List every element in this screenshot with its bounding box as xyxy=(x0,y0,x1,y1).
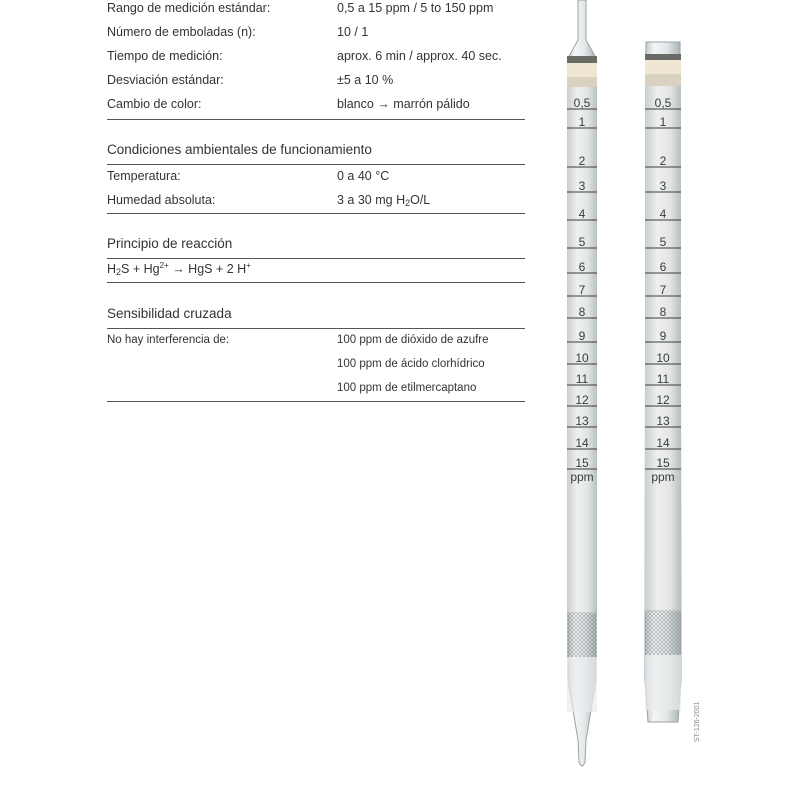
cross-item: 100 ppm de dióxido de azufre xyxy=(337,334,489,346)
scale-label: 8 xyxy=(659,305,667,319)
cross-heading: Sensibilidad cruzada xyxy=(107,306,232,321)
spec-value: aprox. 6 min / approx. 40 sec. xyxy=(337,49,502,63)
formula-part: H xyxy=(107,262,117,276)
scale-label: 13 xyxy=(575,414,589,428)
scale-label: 6 xyxy=(578,260,586,274)
cross-label: No hay interferencia de: xyxy=(107,334,230,346)
scale-label: 1 xyxy=(578,115,586,129)
scale-label: 14 xyxy=(575,436,589,450)
spec-value: 0 a 40 °C xyxy=(337,169,390,183)
spec-value: ±5 a 10 % xyxy=(337,73,394,87)
spec-label: Temperatura: xyxy=(107,169,181,183)
subscript: 2 xyxy=(405,198,411,208)
scale-label: 0,5 xyxy=(654,96,672,110)
humidity-prefix: 3 a 30 mg H xyxy=(337,193,406,207)
spec-value: blanco → marrón pálido xyxy=(337,97,470,111)
scale-label: 12 xyxy=(656,393,670,407)
scale-label: 13 xyxy=(656,414,670,428)
spec-label: Cambio de color: xyxy=(107,97,202,111)
scale-label: 3 xyxy=(659,179,667,193)
scale-unit: ppm xyxy=(570,470,594,484)
spec-label: Número de emboladas (n): xyxy=(107,25,256,39)
spec-value: 10 / 1 xyxy=(337,25,369,39)
spec-label: Rango de medición estándar: xyxy=(107,1,271,15)
scale-label: 10 xyxy=(656,351,670,365)
scale-label: 2 xyxy=(659,154,667,168)
scale-unit: ppm xyxy=(651,470,675,484)
subscript: 2 xyxy=(116,267,122,277)
scale-label: 0,5 xyxy=(573,96,591,110)
spec-label: Tiempo de medición: xyxy=(107,49,223,63)
scale-label: 4 xyxy=(659,207,667,221)
spec-label: Humedad absoluta: xyxy=(107,193,216,207)
scale-label: 15 xyxy=(575,456,589,470)
scale-label: 7 xyxy=(578,283,586,297)
scale-label: 6 xyxy=(659,260,667,274)
scale-label: 4 xyxy=(578,207,586,221)
reaction-heading: Principio de reacción xyxy=(107,236,233,251)
scale-label: 5 xyxy=(578,235,586,249)
conditions-heading: Condiciones ambientales de funcionamiento xyxy=(107,142,372,157)
scale-label: 11 xyxy=(575,372,589,386)
scale-label: 12 xyxy=(575,393,589,407)
scale-label: 8 xyxy=(578,305,586,319)
spec-value: 0,5 a 15 ppm / 5 to 150 ppm xyxy=(337,1,494,15)
formula-part: → HgS + 2 H xyxy=(168,262,247,276)
humidity-suffix: O/L xyxy=(410,193,431,207)
cross-item: 100 ppm de etilmercaptano xyxy=(337,382,477,394)
cross-item: 100 ppm de ácido clorhídrico xyxy=(337,358,485,370)
scale-label: 10 xyxy=(575,351,589,365)
scale-label: 9 xyxy=(578,329,586,343)
scale-label: 3 xyxy=(578,179,586,193)
detector-tube-right xyxy=(645,42,681,722)
spec-label: Desviación estándar: xyxy=(107,73,224,87)
scale-label: 5 xyxy=(659,235,667,249)
detector-tube-left xyxy=(567,0,597,766)
document-id: ST-126-2001 xyxy=(694,701,701,742)
scale-label: 2 xyxy=(578,154,586,168)
scale-label: 15 xyxy=(656,456,670,470)
scale-label: 14 xyxy=(656,436,670,450)
scale-label: 11 xyxy=(656,372,670,386)
scale-label: 7 xyxy=(659,283,667,297)
superscript: 2+ xyxy=(159,261,169,270)
superscript: + xyxy=(246,261,251,270)
scale-label: 9 xyxy=(659,329,667,343)
formula-part: S + Hg xyxy=(121,262,160,276)
scale-label: 1 xyxy=(659,115,667,129)
